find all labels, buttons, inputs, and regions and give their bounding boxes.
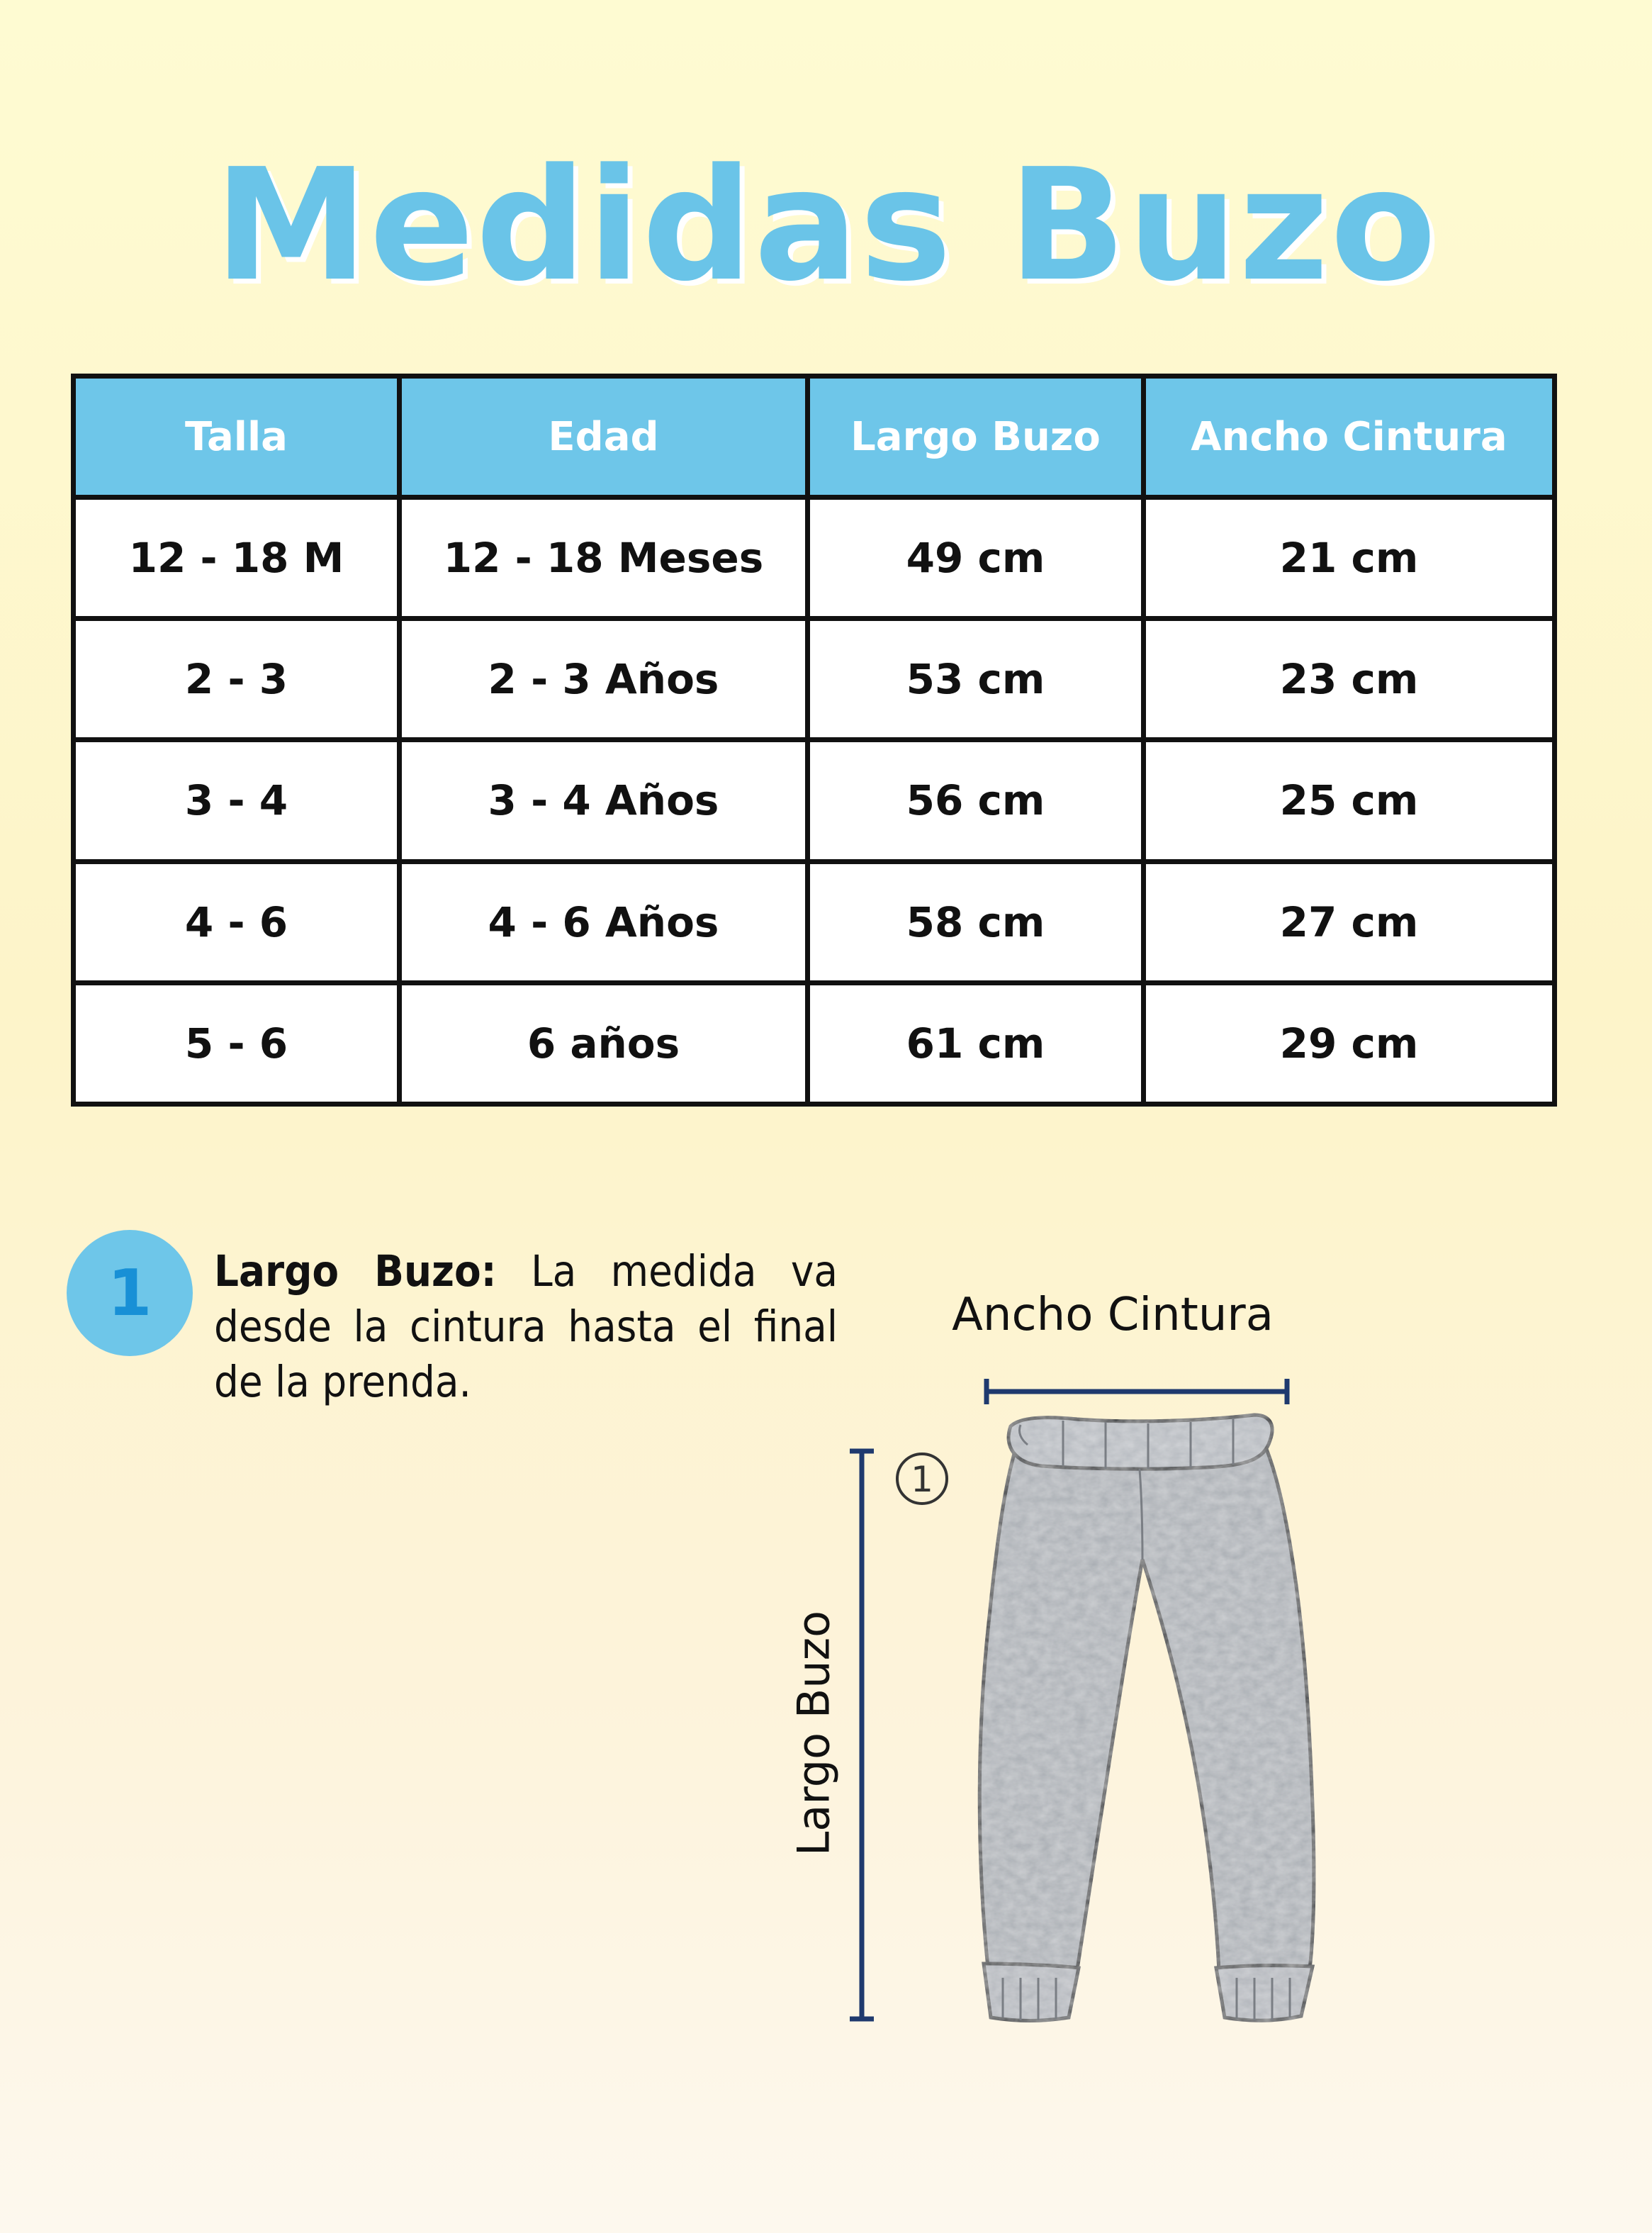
- length-measure-line: [850, 1451, 874, 2019]
- cell-largo: 53 cm: [808, 619, 1144, 740]
- cell-edad: 12 - 18 Meses: [400, 498, 808, 619]
- cell-largo: 58 cm: [808, 861, 1144, 983]
- pants-illustration: [979, 1415, 1314, 2021]
- cell-ancho: 29 cm: [1144, 983, 1555, 1104]
- header-talla: Talla: [74, 376, 400, 498]
- cell-edad: 4 - 6 Años: [400, 861, 808, 983]
- length-label: Largo Buzo: [787, 1610, 840, 1857]
- marker-circle-icon: [897, 1454, 947, 1504]
- note-text: La medida va desde la cintura hasta el final de la prenda.: [214, 1246, 838, 1407]
- cell-talla: 3 - 4: [74, 740, 400, 861]
- cell-ancho: 21 cm: [1144, 498, 1555, 619]
- note-number-badge: 1: [67, 1230, 193, 1356]
- header-ancho-cintura: Ancho Cintura: [1144, 376, 1555, 498]
- cell-largo: 61 cm: [808, 983, 1144, 1104]
- width-measure-line: [987, 1379, 1287, 1404]
- marker-number: 1: [911, 1459, 933, 1500]
- cell-talla: 12 - 18 M: [74, 498, 400, 619]
- header-largo-buzo: Largo Buzo: [808, 376, 1144, 498]
- cell-edad: 6 años: [400, 983, 808, 1104]
- cell-ancho: 23 cm: [1144, 619, 1555, 740]
- cell-largo: 49 cm: [808, 498, 1144, 619]
- cell-talla: 5 - 6: [74, 983, 400, 1104]
- cell-edad: 2 - 3 Años: [400, 619, 808, 740]
- cell-talla: 4 - 6: [74, 861, 400, 983]
- note-term: Largo Buzo:: [214, 1246, 497, 1297]
- page-title: Medidas Buzo: [214, 136, 1438, 315]
- cell-ancho: 25 cm: [1144, 740, 1555, 861]
- cell-largo: 56 cm: [808, 740, 1144, 861]
- header-edad: Edad: [400, 376, 808, 498]
- cell-edad: 3 - 4 Años: [400, 740, 808, 861]
- cell-ancho: 27 cm: [1144, 861, 1555, 983]
- width-label: Ancho Cintura: [952, 1289, 1274, 1341]
- cell-talla: 2 - 3: [74, 619, 400, 740]
